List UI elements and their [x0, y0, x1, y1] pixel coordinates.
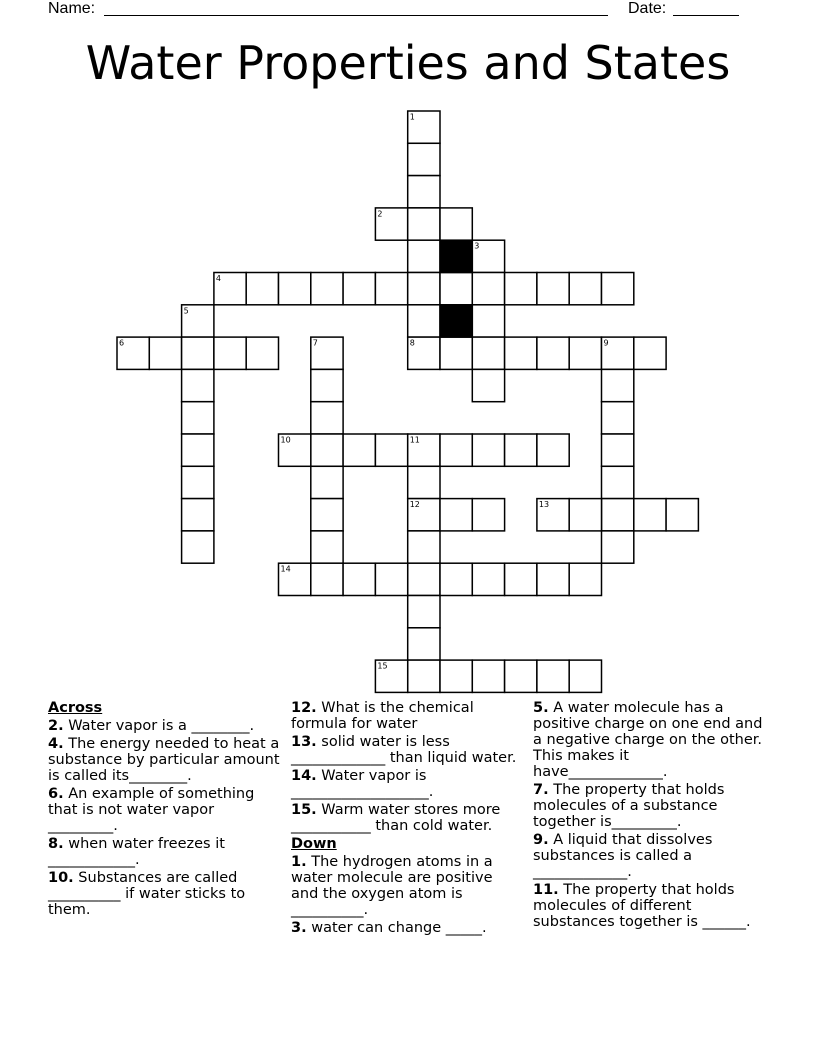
clue-text: when water freezes it ____________.	[48, 836, 225, 868]
grid-cell[interactable]	[408, 240, 440, 272]
clue-number: 9.	[533, 832, 549, 848]
clue-across-8	[48, 836, 280, 868]
clue-down-9	[533, 832, 765, 880]
clue-number: 2.	[48, 718, 64, 734]
grid-cell[interactable]	[634, 337, 666, 369]
clue-number: 15.	[291, 802, 317, 818]
grid-cell[interactable]	[602, 466, 634, 498]
clue-number: 1.	[291, 854, 307, 870]
grid-cell[interactable]	[602, 402, 634, 434]
grid-number: 8	[409, 338, 415, 348]
grid-cell[interactable]	[182, 466, 214, 498]
clue-number: 13.	[291, 734, 317, 750]
grid-cell[interactable]	[634, 499, 666, 531]
grid-cell[interactable]	[343, 273, 375, 305]
grid-cell[interactable]	[440, 660, 472, 692]
grid-cell[interactable]	[182, 402, 214, 434]
grid-cell[interactable]	[505, 337, 537, 369]
clue-number: 11.	[533, 882, 559, 898]
grid-cell[interactable]	[537, 563, 569, 595]
date-label: Date:	[628, 0, 667, 17]
grid-cell[interactable]	[408, 466, 440, 498]
grid-number: 3	[474, 241, 480, 251]
grid-cell[interactable]	[440, 563, 472, 595]
grid-cell[interactable]	[279, 273, 311, 305]
grid-cell[interactable]	[472, 337, 504, 369]
grid-cell[interactable]	[408, 596, 440, 628]
grid-cell[interactable]	[182, 499, 214, 531]
grid-cell[interactable]	[472, 305, 504, 337]
clue-number: 8.	[48, 836, 64, 852]
grid-cell[interactable]	[311, 273, 343, 305]
clue-across-6	[48, 786, 280, 834]
clue-across-15	[291, 802, 523, 834]
grid-cell[interactable]	[666, 499, 698, 531]
clue-text: The hydrogen atoms in a water molecule are positive and the oxygen atom is __________.	[291, 854, 493, 918]
grid-cell[interactable]	[569, 563, 601, 595]
grid-number: 7	[312, 338, 318, 348]
clue-number: 14.	[291, 768, 317, 784]
clue-column-2	[291, 700, 523, 938]
down-heading: Down	[291, 836, 337, 852]
grid-number: 14	[280, 564, 291, 574]
grid-cell[interactable]	[408, 143, 440, 175]
black-cell	[440, 305, 472, 337]
grid-cell[interactable]	[375, 563, 407, 595]
grid-number: 5	[183, 306, 189, 316]
grid-cell[interactable]	[182, 531, 214, 563]
grid-cell[interactable]	[602, 499, 634, 531]
grid-cell[interactable]	[408, 628, 440, 660]
grid-cell[interactable]	[149, 337, 181, 369]
clue-number: 10.	[48, 870, 74, 886]
grid-number: 6	[119, 338, 125, 348]
grid-cell[interactable]	[408, 273, 440, 305]
name-label: Name:	[48, 0, 96, 17]
clue-number: 5.	[533, 700, 549, 716]
grid-cell[interactable]	[602, 531, 634, 563]
clue-text: An example of something that is not water vapor _________.	[48, 786, 255, 834]
grid-cell[interactable]	[602, 369, 634, 401]
grid-cell[interactable]	[472, 369, 504, 401]
grid-cell[interactable]	[311, 466, 343, 498]
grid-cell[interactable]	[311, 563, 343, 595]
clue-text: The energy needed to heat a substance by particular amount is called its________.	[48, 736, 280, 784]
clue-text: A liquid that dissolves substances is called a _____________.	[533, 832, 713, 880]
grid-number: 15	[377, 661, 388, 671]
grid-cell[interactable]	[182, 434, 214, 466]
grid-cell[interactable]	[440, 337, 472, 369]
grid-cell[interactable]	[408, 305, 440, 337]
grid-cell[interactable]	[537, 660, 569, 692]
clue-text: Water vapor is ___________________.	[291, 768, 434, 800]
grid-cell[interactable]	[569, 273, 601, 305]
clue-number: 12.	[291, 700, 317, 716]
grid-cell[interactable]	[602, 273, 634, 305]
grid-cell[interactable]	[311, 499, 343, 531]
clue-text: Warm water stores more ___________ than cold water.	[291, 802, 501, 834]
clue-number: 7.	[533, 782, 549, 798]
grid-number: 2	[377, 209, 383, 219]
grid-cell[interactable]	[182, 337, 214, 369]
grid-cell[interactable]	[311, 369, 343, 401]
clue-text: Water vapor is a ________.	[68, 718, 255, 734]
grid-number: 11	[409, 435, 420, 445]
grid-cell[interactable]	[505, 563, 537, 595]
clue-down-5	[533, 700, 765, 780]
clue-across-14	[291, 768, 523, 800]
grid-cell[interactable]	[472, 434, 504, 466]
grid-number: 10	[280, 435, 291, 445]
grid-cell[interactable]	[505, 273, 537, 305]
clue-number: 3.	[291, 920, 307, 936]
grid-cell[interactable]	[537, 273, 569, 305]
grid-number: 1	[409, 112, 415, 122]
clue-number: 4.	[48, 736, 64, 752]
grid-cell[interactable]	[505, 660, 537, 692]
clue-number: 6.	[48, 786, 64, 802]
grid-cell[interactable]	[505, 434, 537, 466]
grid-cell[interactable]	[408, 563, 440, 595]
grid-cell[interactable]	[246, 273, 278, 305]
clue-text: The property that holds molecules of different substances together is ______.	[533, 882, 751, 930]
grid-cell[interactable]	[311, 434, 343, 466]
grid-cell[interactable]	[408, 176, 440, 208]
grid-cell[interactable]	[214, 337, 246, 369]
grid-cell[interactable]	[472, 273, 504, 305]
clue-across-2	[48, 718, 280, 734]
grid-cell[interactable]	[440, 499, 472, 531]
grid-cell[interactable]	[311, 531, 343, 563]
grid-cell[interactable]	[472, 499, 504, 531]
grid-cell[interactable]	[472, 660, 504, 692]
clue-down-11	[533, 882, 765, 930]
clue-down-3	[291, 920, 523, 936]
grid-cell[interactable]	[343, 563, 375, 595]
clue-text: A water molecule has a positive charge on one end and a negative charge on the other. This makes it have_____________.	[533, 700, 763, 780]
grid-cell[interactable]	[440, 273, 472, 305]
clue-text: The property that holds molecules of a substance together is_________.	[533, 782, 725, 830]
grid-number: 13	[538, 500, 550, 510]
clue-across-13	[291, 734, 523, 766]
clue-down-1	[291, 854, 523, 918]
grid-cell[interactable]	[569, 660, 601, 692]
grid-cell[interactable]	[408, 208, 440, 240]
clue-text: water can change _____.	[311, 920, 487, 936]
across-heading: Across	[48, 700, 103, 716]
grid-cell[interactable]	[440, 208, 472, 240]
grid-number: 4	[215, 274, 221, 283]
clue-column-1	[48, 700, 280, 920]
grid-cell[interactable]	[408, 531, 440, 563]
clue-down-7	[533, 782, 765, 830]
grid-cell[interactable]	[182, 369, 214, 401]
clue-text: What is the chemical formula for water	[291, 700, 474, 732]
page-title: Water Properties and States	[85, 36, 731, 90]
grid-cell[interactable]	[569, 499, 601, 531]
clue-text: Substances are called __________ if water sticks to them.	[48, 870, 246, 918]
grid-number: 9	[603, 338, 609, 348]
grid-cell[interactable]	[440, 434, 472, 466]
black-cell	[440, 240, 472, 272]
grid-cell[interactable]	[343, 434, 375, 466]
clue-across-10	[48, 870, 280, 918]
grid-cell[interactable]	[569, 337, 601, 369]
clue-across-12	[291, 700, 523, 732]
grid-cell[interactable]	[311, 402, 343, 434]
grid-cell[interactable]	[375, 273, 407, 305]
clue-column-3	[533, 700, 765, 932]
grid-cell[interactable]	[537, 434, 569, 466]
clue-across-4	[48, 736, 280, 784]
grid-cell[interactable]	[472, 563, 504, 595]
clue-text: solid water is less _____________ than liquid water.	[291, 734, 517, 766]
grid-cell[interactable]	[537, 337, 569, 369]
grid-cell[interactable]	[246, 337, 278, 369]
grid-cell[interactable]	[602, 434, 634, 466]
grid-number: 12	[409, 500, 420, 510]
grid-cell[interactable]	[408, 660, 440, 692]
grid-cell[interactable]	[375, 434, 407, 466]
